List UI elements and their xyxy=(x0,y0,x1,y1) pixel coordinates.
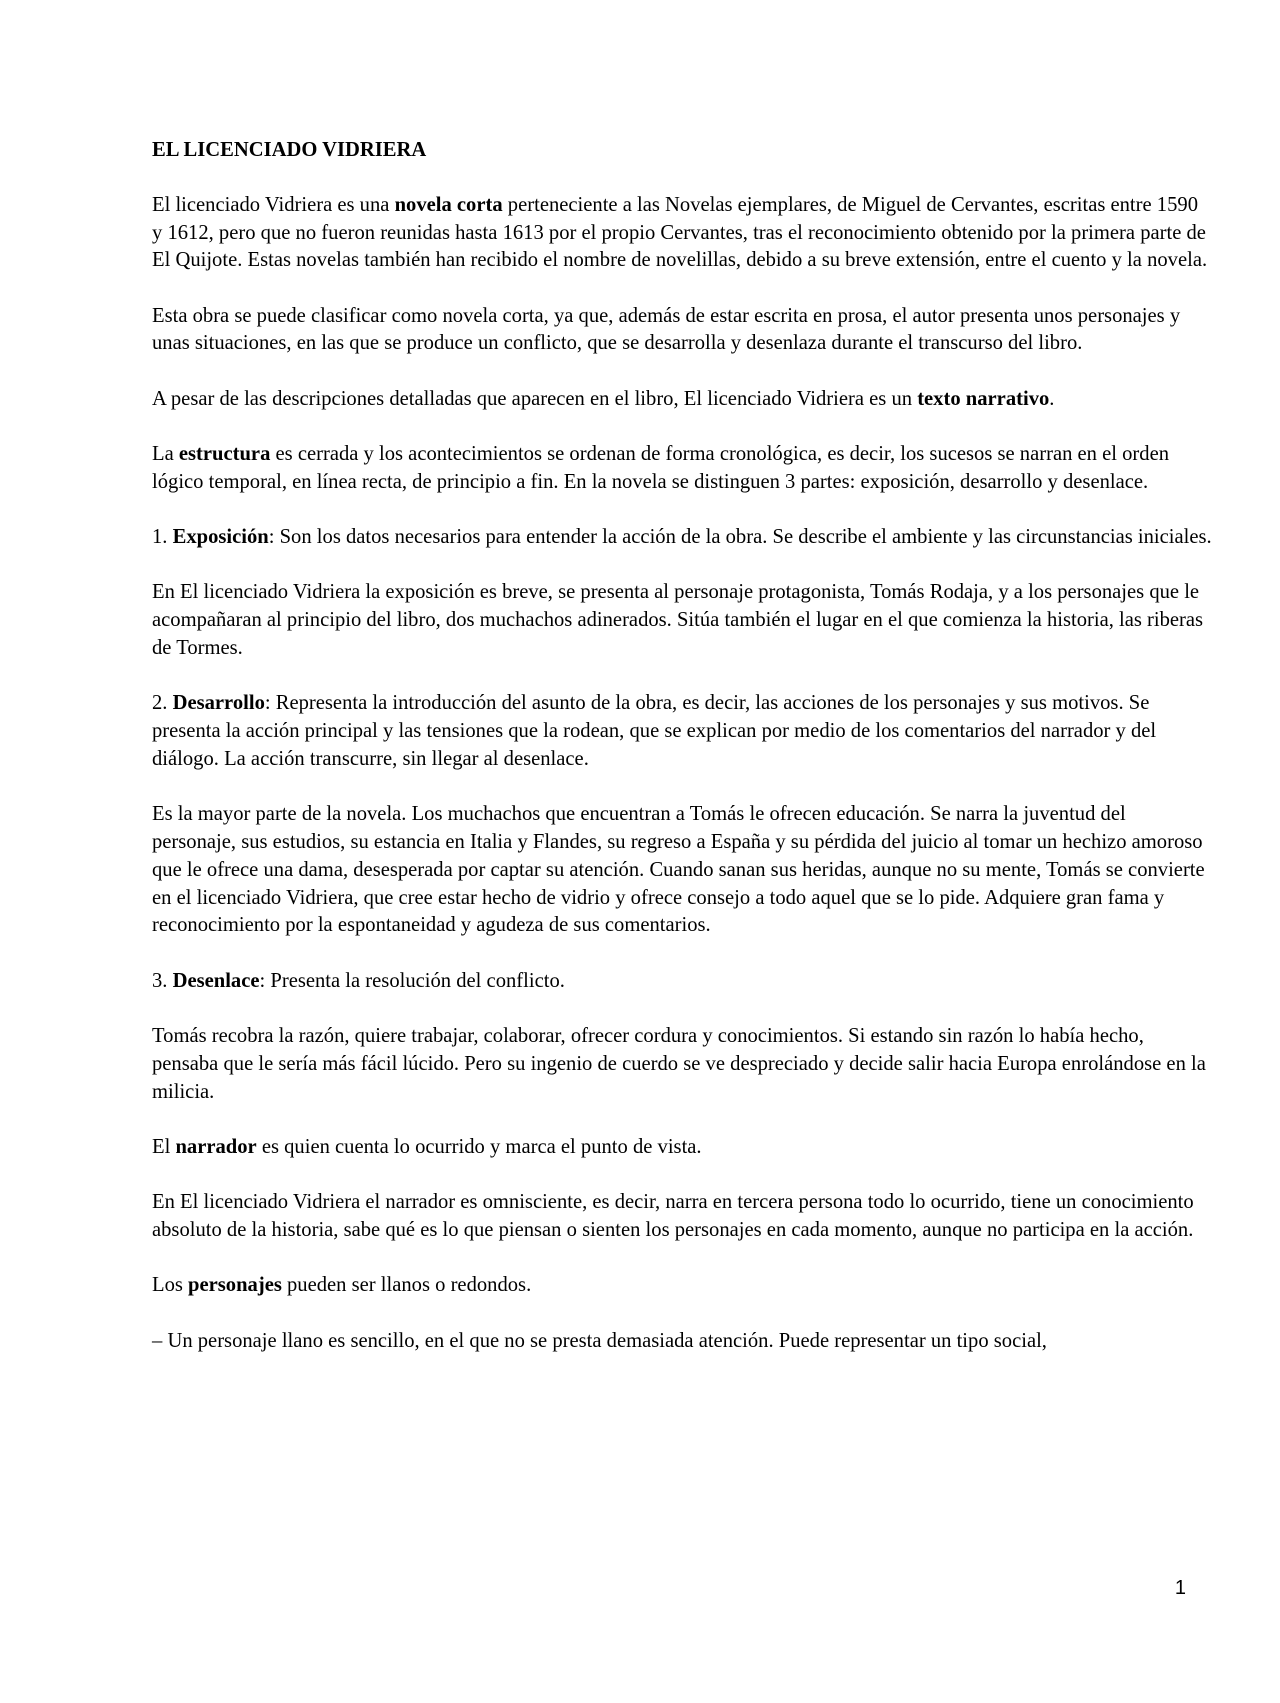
bold-term-texto-narrativo: texto narrativo xyxy=(917,387,1050,410)
paragraph-text: El licenciado Vidriera es una xyxy=(152,193,395,216)
bold-term-personajes: personajes xyxy=(188,1274,282,1297)
paragraph-denouement-detail xyxy=(152,1023,1212,1106)
paragraph-development-heading xyxy=(152,690,1212,773)
paragraph-text: : Presenta la resolución del conflicto. xyxy=(259,969,565,992)
document-body xyxy=(152,137,1212,1355)
bold-term-desarrollo: Desarrollo xyxy=(172,692,265,715)
bold-term-narrador: narrador xyxy=(175,1135,257,1158)
paragraph-text: La xyxy=(152,443,179,466)
paragraph-text: : Representa la introducción del asunto de la obra, es decir, las acciones de los personajes y sus motivos. Se presenta la acción principal y las tensiones que la rodean, que se explican por medio de los comentarios del narrador y del diálogo. La acción transcurre, sin llegar al desenlace. xyxy=(152,692,1157,770)
paragraph-narrator-detail xyxy=(152,1189,1212,1245)
bold-term-desenlace: Desenlace xyxy=(172,969,260,992)
bold-term-novela-corta: novela corta xyxy=(394,193,503,216)
paragraph-classification xyxy=(152,303,1212,359)
paragraph-structure xyxy=(152,441,1212,497)
paragraph-denouement-heading xyxy=(152,968,1212,996)
paragraph-text: : Son los datos necesarios para entender la acción de la obra. Se describe el ambiente y las circunstancias iniciales. xyxy=(268,526,1212,549)
paragraph-text: El xyxy=(152,1135,176,1158)
paragraph-exposition-heading xyxy=(152,524,1212,552)
bold-term-estructura: estructura xyxy=(178,443,271,466)
paragraph-text: es cerrada y los acontecimientos se ordenan de forma cronológica, es decir, los sucesos se narran en el orden lógico temporal, en línea recta, de principio a fin. En la novela se distinguen 3 partes: exposición, desarrollo y desenlace. xyxy=(152,443,1170,493)
paragraph-text: En El licenciado Vidriera el narrador es omnisciente, es decir, narra en tercera persona todo lo ocurrido, tiene un conocimiento absoluto de la historia, sabe qué es lo que piensan o sienten los personajes en cada momento, aunque no participa en la acción. xyxy=(152,1191,1194,1242)
paragraph-text: Los xyxy=(152,1274,189,1297)
page-number: 1 xyxy=(1174,1577,1186,1599)
paragraph-text: Es la mayor parte de la novela. Los muchachos que encuentran a Tomás le ofrecen educación. Se narra la juventud del personaje, sus estudios, su estancia en Italia y Flandes, su regreso a España y su pérdida del juicio al tomar un hechizo amoroso que le ofrece una dama, desesperada por captar su atención. Cuando sanan sus heridas, aunque no su mente, Tomás se convierte en el licenciado Vidriera, que cree estar hecho de vidrio y ofrece consejo a todo aquel que se lo pide. Adquiere gran fama y reconocimiento por la espontaneidad y agudeza de sus comentarios. xyxy=(152,803,1205,937)
paragraph-text: 2. xyxy=(152,692,173,715)
paragraph-intro xyxy=(152,192,1212,275)
paragraph-text: . xyxy=(1049,387,1055,410)
paragraph-text: 1. xyxy=(152,526,173,549)
paragraph-characters-heading xyxy=(152,1272,1212,1300)
paragraph-text: En El licenciado Vidriera la exposición es breve, se presenta al personaje protagonista, Tomás Rodaja, y a los personajes que le acompañaran al principio del libro, dos muchachos adinerados. Sitúa también el lugar en el que comienza la historia, las riberas de Tormes. xyxy=(152,581,1204,660)
paragraph-text: 3. xyxy=(152,969,173,992)
bold-term-exposicion: Exposición xyxy=(172,526,269,549)
paragraph-text: es quien cuenta lo ocurrido y marca el punto de vista. xyxy=(256,1135,702,1158)
document-title: EL LICENCIADO VIDRIERA xyxy=(152,139,427,161)
paragraph-narrator-heading xyxy=(152,1134,1212,1162)
paragraph-text: perteneciente a las Novelas ejemplares, de Miguel de Cervantes, escritas entre 1590 y 1612, pero que no fueron reunidas hasta 1613 por el propio Cervantes, tras el reconocimiento obtenido por la primera parte de El Quijote. Estas novelas también han recibido el nombre de novelillas, debido a su breve extensión, entre el cuento y la novela. xyxy=(152,193,1208,272)
paragraph-flat-character xyxy=(152,1328,1212,1356)
paragraph-text: A pesar de las descripciones detalladas que aparecen en el libro, El licenciado Vidriera es un xyxy=(152,387,918,410)
paragraph-text: – Un personaje llano es sencillo, en el que no se presta demasiada atención. Puede representar un tipo social, xyxy=(152,1329,1047,1352)
paragraph-text: Tomás recobra la razón, quiere trabajar, colaborar, ofrecer cordura y conocimientos. Si estando sin razón lo había hecho, pensaba que le sería más fácil lúcido. Pero su ingenio de cuerdo se ve despreciado y decide salir hacia Europa enrolándose en la milicia. xyxy=(152,1025,1206,1103)
paragraph-exposition-detail xyxy=(152,579,1212,662)
paragraph-text: pueden ser llanos o redondos. xyxy=(281,1274,532,1297)
paragraph-text: Esta obra se puede clasificar como novela corta, ya que, además de estar escrita en prosa, el autor presenta unos personajes y unas situaciones, en las que se produce un conflicto, que se desarrolla y desenlaza durante el transcurso del libro. xyxy=(152,304,1181,355)
paragraph-text-type xyxy=(152,386,1212,414)
paragraph-development-detail xyxy=(152,801,1212,940)
